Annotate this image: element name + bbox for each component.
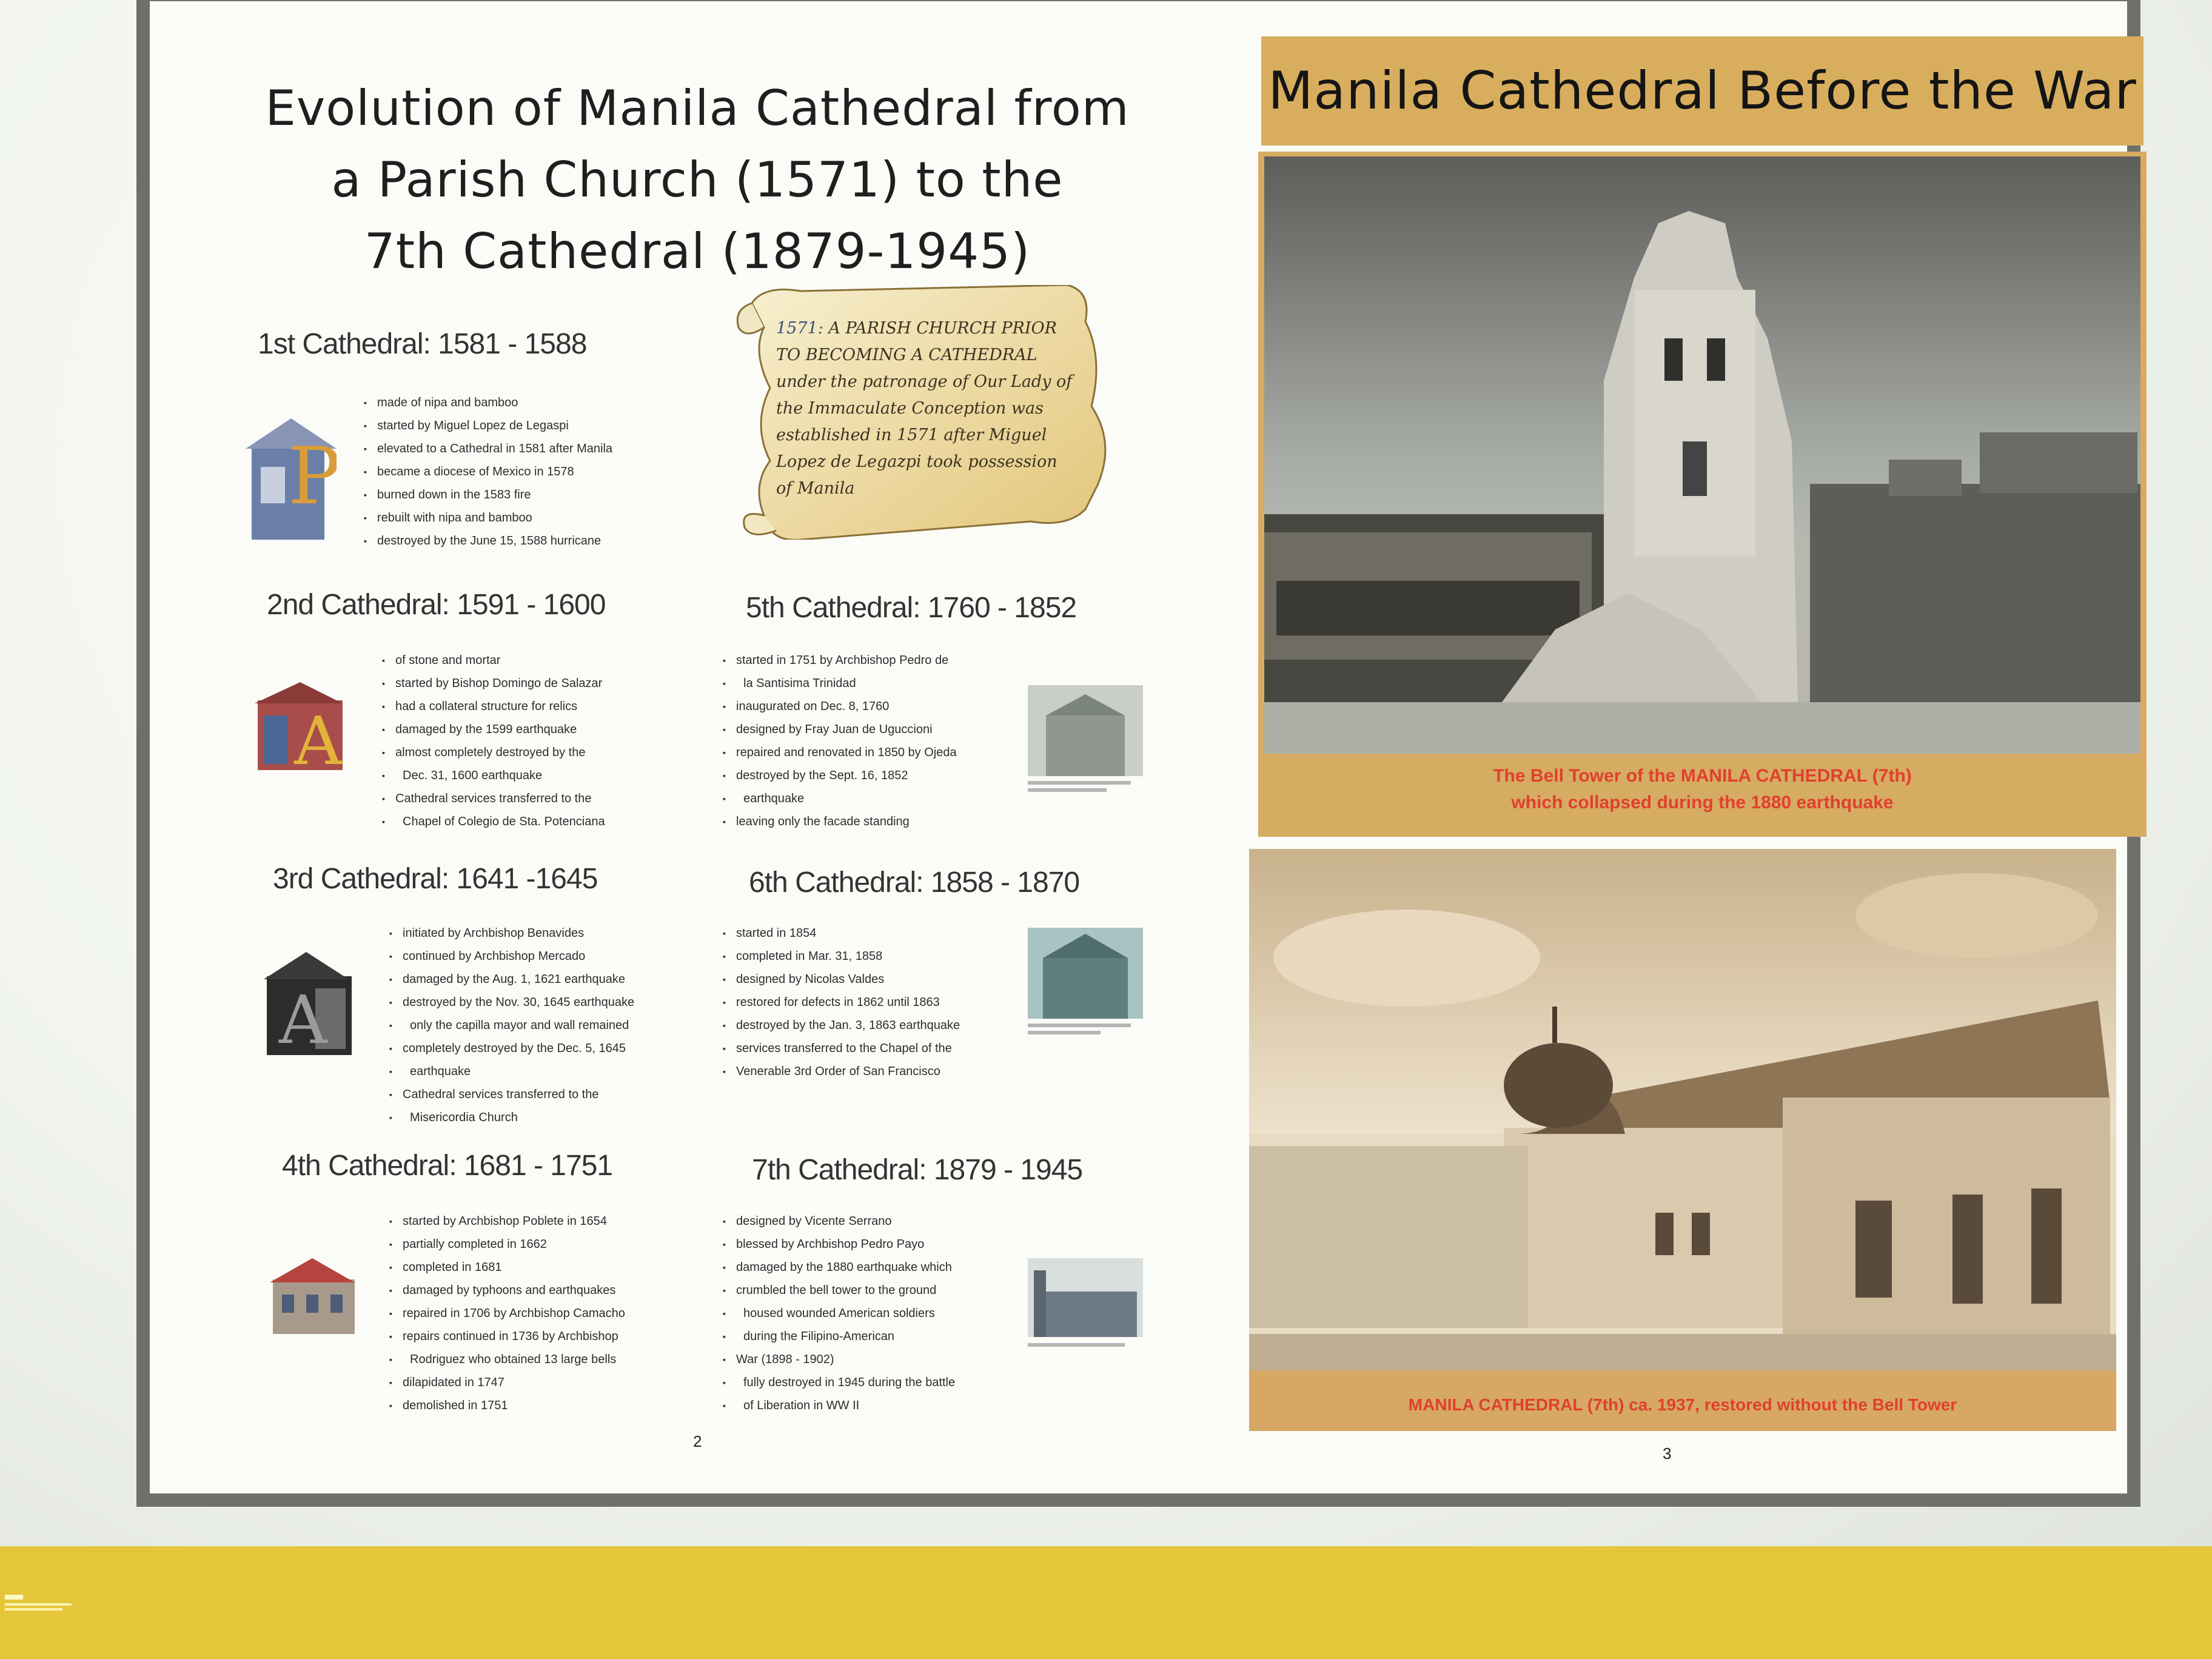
left-page-number: 2 xyxy=(693,1432,702,1450)
cathedral-heading: 4th Cathedral: 1681 - 1751 xyxy=(282,1150,613,1182)
nipa-hut-illustration xyxy=(246,412,337,546)
bullet-item: ▪ started in 1854 xyxy=(736,922,960,945)
bullet-item: ▪ Dec. 31, 1600 earthquake xyxy=(395,764,605,787)
right-page-title-banner xyxy=(1261,36,2143,146)
bottom-yellow-bar xyxy=(0,1546,2212,1659)
bullet-item: ▪ completely destroyed by the Dec. 5, 1645 xyxy=(403,1037,634,1060)
cathedral-2-section xyxy=(267,588,605,622)
cathedral-3-bullets xyxy=(388,922,634,1129)
scroll-line: TO BECOMING A CATHEDRAL xyxy=(776,346,1037,364)
bullet-item: ▪ completed in Mar. 31, 1858 xyxy=(736,945,960,968)
bell-tower-ruins-photo xyxy=(1264,156,2140,754)
bullet-item: ▪ damaged by the 1599 earthquake xyxy=(395,718,605,741)
bullet-item: ▪ destroyed by the Nov. 30, 1645 earthquake xyxy=(403,991,634,1014)
scroll-line: of Manila xyxy=(776,479,855,498)
bullet-item: ▪ started by Miguel Lopez de Legaspi xyxy=(377,414,612,437)
scroll-line: Lopez de Legazpi took possession xyxy=(776,452,1057,471)
cathedral-heading: 5th Cathedral: 1760 - 1852 xyxy=(746,592,1077,624)
caption-line: The Bell Tower of the MANILA CATHEDRAL (7th) xyxy=(1493,766,1912,786)
bullet-item: ▪ partially completed in 1662 xyxy=(403,1233,625,1256)
bullet-item: ▪ services transferred to the Chapel of the xyxy=(736,1037,960,1060)
cathedral-2-bullets xyxy=(381,649,605,833)
bullet-item: ▪ War (1898 - 1902) xyxy=(736,1348,955,1371)
bullet-item: ▪ demolished in 1751 xyxy=(403,1394,625,1417)
cathedral-1937-photo-frame xyxy=(1249,849,2116,1431)
bullet-item: ▪ repaired and renovated in 1850 by Ojeda xyxy=(736,741,957,764)
bullet-item: ▪ inaugurated on Dec. 8, 1760 xyxy=(736,695,957,718)
cathedral-heading: 6th Cathedral: 1858 - 1870 xyxy=(749,866,1080,899)
bullet-item: ▪ Rodriguez who obtained 13 large bells xyxy=(403,1348,625,1371)
scroll-line: A PARISH CHURCH PRIOR xyxy=(828,319,1057,338)
scroll-line: established in 1571 after Miguel xyxy=(776,426,1047,444)
cathedral-heading: 1st Cathedral: 1581 - 1588 xyxy=(258,328,587,360)
cathedral-1937-photo xyxy=(1249,849,2116,1370)
cathedral-7-photo xyxy=(1028,1258,1143,1358)
right-page-title: Manila Cathedral Before the War xyxy=(1268,61,2137,121)
bullet-item: ▪ only the capilla mayor and wall remained xyxy=(403,1014,634,1037)
cathedral-3-section xyxy=(273,862,597,896)
scroll-text xyxy=(776,315,1091,502)
title-line: Evolution of Manila Cathedral from xyxy=(265,80,1130,136)
scroll-year: 1571: xyxy=(776,319,823,338)
cathedral-7-section xyxy=(752,1153,1082,1187)
stone-church-illustration xyxy=(252,682,346,776)
bullet-item: ▪ fully destroyed in 1945 during the battle xyxy=(736,1371,955,1394)
bullet-item: ▪ la Santisima Trinidad xyxy=(736,672,957,695)
bullet-item: ▪ Cathedral services transferred to the xyxy=(395,787,605,810)
title-line: 7th Cathedral (1879-1945) xyxy=(364,223,1031,280)
bullet-item: ▪ designed by Vicente Serrano xyxy=(736,1210,955,1233)
cathedral-4-section xyxy=(282,1149,612,1182)
bullet-item: ▪ initiated by Archbishop Benavides xyxy=(403,922,634,945)
cathedral-5-photo xyxy=(1028,685,1143,797)
cathedral-5-section xyxy=(746,591,1076,625)
title-line: a Parish Church (1571) to the xyxy=(331,152,1064,208)
tiled-church-illustration xyxy=(267,1258,358,1340)
bullet-item: ▪ completed in 1681 xyxy=(403,1256,625,1279)
cathedral-6-bullets xyxy=(722,922,960,1083)
bullet-item: ▪ burned down in the 1583 fire xyxy=(377,483,612,506)
cathedral-heading: 2nd Cathedral: 1591 - 1600 xyxy=(267,589,606,621)
cathedral-1-section xyxy=(258,327,586,361)
bullet-item: ▪ destroyed by the June 15, 1588 hurricane xyxy=(377,529,612,552)
bullet-item: ▪ destroyed by the Sept. 16, 1852 xyxy=(736,764,957,787)
cathedral-4-bullets xyxy=(388,1210,625,1417)
bullet-item: ▪ damaged by the Aug. 1, 1621 earthquake xyxy=(403,968,634,991)
cathedral-6-photo xyxy=(1028,928,1143,1040)
bullet-item: ▪ of stone and mortar xyxy=(395,649,605,672)
bullet-item: ▪ elevated to a Cathedral in 1581 after Manila xyxy=(377,437,612,460)
cathedral-heading: 3rd Cathedral: 1641 -1645 xyxy=(273,863,598,895)
cathedral-heading: 7th Cathedral: 1879 - 1945 xyxy=(752,1154,1083,1186)
bullet-item: ▪ started by Bishop Domingo de Salazar xyxy=(395,672,605,695)
svg-text:A: A xyxy=(294,702,343,773)
bullet-item: ▪ leaving only the facade standing xyxy=(736,810,957,833)
left-page-title xyxy=(261,73,1134,287)
bullet-item: ▪ blessed by Archbishop Pedro Payo xyxy=(736,1233,955,1256)
bullet-item: ▪ continued by Archbishop Mercado xyxy=(403,945,634,968)
bullet-item: ▪ designed by Nicolas Valdes xyxy=(736,968,960,991)
bullet-item: ▪ designed by Fray Juan de Uguccioni xyxy=(736,718,957,741)
bullet-item: ▪ became a diocese of Mexico in 1578 xyxy=(377,460,612,483)
bullet-item: ▪ Chapel of Colegio de Sta. Potenciana xyxy=(395,810,605,833)
bullet-item: ▪ almost completely destroyed by the xyxy=(395,741,605,764)
bell-tower-photo-frame xyxy=(1258,152,2147,837)
bullet-item: ▪ started in 1751 by Archbishop Pedro de xyxy=(736,649,957,672)
bullet-item: ▪ made of nipa and bamboo xyxy=(377,391,612,414)
bell-tower-caption xyxy=(1258,763,2147,816)
right-page-number: 3 xyxy=(1663,1444,1672,1463)
bullet-item: ▪ dilapidated in 1747 xyxy=(403,1371,625,1394)
bullet-item: ▪ Cathedral services transferred to the xyxy=(403,1083,634,1106)
bullet-item: ▪ earthquake xyxy=(403,1060,634,1083)
bullet-item: ▪ crumbled the bell tower to the ground xyxy=(736,1279,955,1302)
cathedral-1937-caption: MANILA CATHEDRAL (7th) ca. 1937, restored without the Bell Tower xyxy=(1408,1395,1957,1414)
bullet-item: ▪ damaged by typhoons and earthquakes xyxy=(403,1279,625,1302)
dark-church-illustration xyxy=(258,952,358,1061)
cathedral-1-bullets xyxy=(363,391,612,552)
bullet-item: ▪ repairs continued in 1736 by Archbishop xyxy=(403,1325,625,1348)
bullet-item: ▪ destroyed by the Jan. 3, 1863 earthquake xyxy=(736,1014,960,1037)
scroll-line: under the patronage of Our Lady of xyxy=(776,372,1073,391)
bullet-item: ▪ during the Filipino-American xyxy=(736,1325,955,1348)
bullet-item: ▪ damaged by the 1880 earthquake which xyxy=(736,1256,955,1279)
bullet-item: ▪ Misericordia Church xyxy=(403,1106,634,1129)
bullet-item: ▪ started by Archbishop Poblete in 1654 xyxy=(403,1210,625,1233)
bullet-item: ▪ restored for defects in 1862 until 1863 xyxy=(736,991,960,1014)
bullet-item: ▪ of Liberation in WW II xyxy=(736,1394,955,1417)
parish-church-scroll xyxy=(728,285,1116,540)
caption-line: which collapsed during the 1880 earthquake xyxy=(1511,793,1894,813)
scroll-line: the Immaculate Conception was xyxy=(776,399,1044,418)
bullet-item: ▪ had a collateral structure for relics xyxy=(395,695,605,718)
bullet-item: ▪ Venerable 3rd Order of San Francisco xyxy=(736,1060,960,1083)
bullet-item: ▪ rebuilt with nipa and bamboo xyxy=(377,506,612,529)
cathedral-6-section xyxy=(749,866,1079,899)
bullet-item: ▪ housed wounded American soldiers xyxy=(736,1302,955,1325)
svg-text:A: A xyxy=(279,981,327,1058)
cathedral-7-bullets xyxy=(722,1210,955,1417)
svg-text:P: P xyxy=(288,430,337,522)
credit-text-block xyxy=(5,1595,78,1613)
cathedral-5-bullets xyxy=(722,649,957,833)
bullet-item: ▪ earthquake xyxy=(736,787,957,810)
bullet-item: ▪ repaired in 1706 by Archbishop Camacho xyxy=(403,1302,625,1325)
